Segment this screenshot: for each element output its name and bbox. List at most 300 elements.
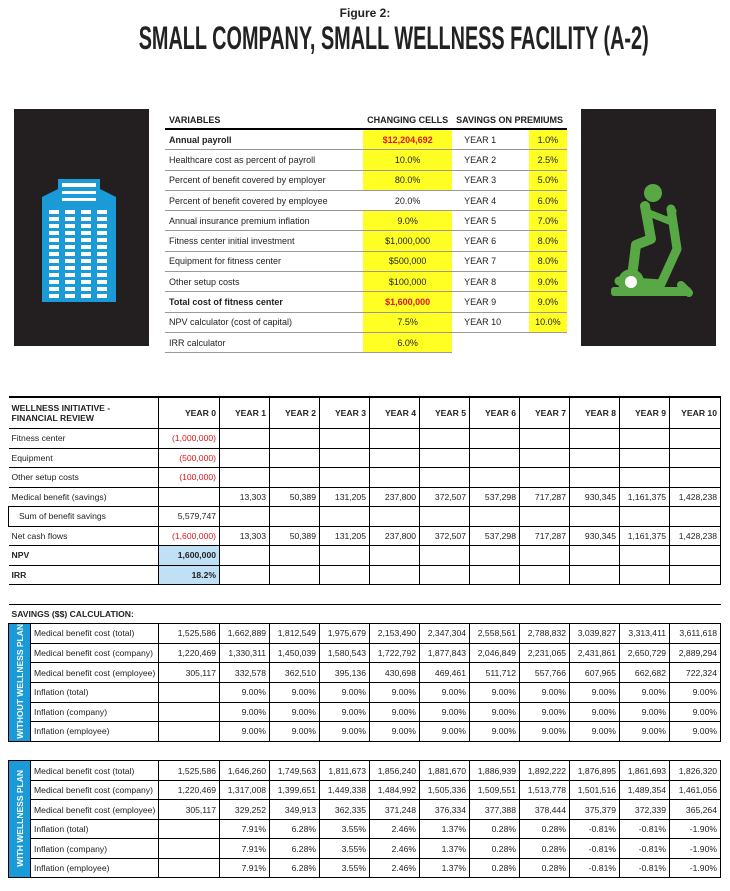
calc-cell: 2,046,849 bbox=[470, 643, 520, 663]
calc-cell bbox=[159, 839, 220, 859]
calc-cell bbox=[159, 722, 220, 742]
calc-cell: 9.00% bbox=[420, 702, 470, 722]
calc-cell: 372,339 bbox=[620, 800, 670, 820]
calc-cell: 1,892,222 bbox=[520, 761, 570, 781]
financial-cell bbox=[220, 468, 270, 488]
calc-cell: 607,965 bbox=[570, 663, 620, 683]
plan-side-text: WITHOUT WELLNESS PLAN bbox=[14, 624, 25, 739]
variable-row bbox=[165, 292, 567, 312]
financial-cell: 717,287 bbox=[520, 487, 570, 507]
calc-row bbox=[9, 761, 721, 781]
financial-cell bbox=[520, 429, 570, 449]
savings-rate: 1.0% bbox=[529, 129, 567, 150]
calc-cell: 1,489,354 bbox=[620, 780, 670, 800]
financial-cell: 131,205 bbox=[320, 487, 370, 507]
calc-cell: 511,712 bbox=[470, 663, 520, 683]
calc-cell: 1,449,338 bbox=[320, 780, 370, 800]
calc-row-label: Inflation (employee) bbox=[31, 858, 159, 878]
calc-cell: 9.00% bbox=[520, 682, 570, 702]
variable-label: Annual insurance premium inflation bbox=[165, 211, 363, 231]
financial-table-title: WELLNESS INITIATIVE - FINANCIAL REVIEW bbox=[9, 397, 159, 429]
calc-cell: -0.81% bbox=[620, 819, 670, 839]
calc-cell: 9.00% bbox=[270, 722, 320, 742]
savings-rate: 7.0% bbox=[529, 211, 567, 231]
calc-cell: 1,525,586 bbox=[159, 761, 220, 781]
financial-cell bbox=[220, 429, 270, 449]
calc-cell: 377,388 bbox=[470, 800, 520, 820]
calc-row bbox=[9, 839, 721, 859]
financial-cell: 50,389 bbox=[270, 487, 320, 507]
financial-cell: 1,428,238 bbox=[670, 526, 721, 546]
year-column-header: YEAR 10 bbox=[670, 397, 721, 429]
calc-cell: 3.55% bbox=[320, 858, 370, 878]
financial-cell bbox=[370, 507, 420, 527]
financial-cell bbox=[670, 507, 721, 527]
calc-cell: 2,347,304 bbox=[420, 624, 470, 644]
calc-cell: 3.55% bbox=[320, 819, 370, 839]
financial-cell bbox=[570, 507, 620, 527]
financial-cell: 18.2% bbox=[159, 565, 220, 585]
calc-cell: 9.00% bbox=[270, 682, 320, 702]
financial-cell bbox=[520, 507, 570, 527]
calc-cell: 9.00% bbox=[570, 702, 620, 722]
financial-cell bbox=[320, 429, 370, 449]
calc-cell: 1,749,563 bbox=[270, 761, 320, 781]
building-panel bbox=[14, 109, 149, 346]
calc-cell: 9.00% bbox=[370, 682, 420, 702]
financial-row-label: NPV bbox=[9, 546, 159, 566]
financial-cell bbox=[320, 468, 370, 488]
variable-label: NPV calculator (cost of capital) bbox=[165, 312, 363, 332]
financial-cell bbox=[370, 429, 420, 449]
variable-row bbox=[165, 129, 567, 150]
calc-cell: 9.00% bbox=[320, 682, 370, 702]
calc-cell: 0.28% bbox=[470, 819, 520, 839]
calc-cell: 662,682 bbox=[620, 663, 670, 683]
financial-cell: 372,507 bbox=[420, 526, 470, 546]
financial-cell bbox=[270, 429, 320, 449]
calc-cell: 9.00% bbox=[370, 722, 420, 742]
calc-cell: 9.00% bbox=[270, 702, 320, 722]
calc-cell: 305,117 bbox=[159, 663, 220, 683]
calc-cell: 2,889,294 bbox=[670, 643, 721, 663]
calc-cell: 6.28% bbox=[270, 839, 320, 859]
calc-cell: 1,811,673 bbox=[320, 761, 370, 781]
calc-cell: 1.37% bbox=[420, 819, 470, 839]
calc-cell: -0.81% bbox=[570, 819, 620, 839]
financial-cell bbox=[570, 429, 620, 449]
calc-cell: 1,886,939 bbox=[470, 761, 520, 781]
financial-cell: 1,600,000 bbox=[159, 546, 220, 566]
financial-cell: (100,000) bbox=[159, 468, 220, 488]
financial-cell bbox=[370, 468, 420, 488]
calc-cell: 9.00% bbox=[420, 682, 470, 702]
savings-header: SAVINGS ON PREMIUMS bbox=[452, 112, 567, 129]
financial-cell bbox=[420, 448, 470, 468]
financial-cell: (1,000,000) bbox=[159, 429, 220, 449]
savings-calc-header-row bbox=[9, 604, 721, 624]
calc-cell: 1,505,336 bbox=[420, 780, 470, 800]
variable-value: $12,204,692 bbox=[363, 129, 452, 150]
financial-cell bbox=[570, 468, 620, 488]
financial-cell bbox=[270, 468, 320, 488]
calc-row-label: Inflation (employee) bbox=[31, 722, 159, 742]
financial-cell: 1,161,375 bbox=[620, 526, 670, 546]
calc-cell: 1,399,651 bbox=[270, 780, 320, 800]
calc-cell: 1,876,895 bbox=[570, 761, 620, 781]
calc-row bbox=[9, 624, 721, 644]
variable-value: $100,000 bbox=[363, 272, 452, 292]
financial-row bbox=[9, 429, 721, 449]
financial-cell: 1,428,238 bbox=[670, 487, 721, 507]
financial-row-label: Medical benefit (savings) bbox=[9, 487, 159, 507]
financial-cell bbox=[520, 448, 570, 468]
calc-cell: 9.00% bbox=[670, 682, 721, 702]
financial-row-label: Sum of benefit savings bbox=[9, 507, 159, 527]
calc-cell: 7.91% bbox=[220, 858, 270, 878]
calc-cell: 329,252 bbox=[220, 800, 270, 820]
calc-cell bbox=[159, 858, 220, 878]
variable-row bbox=[165, 150, 567, 170]
financial-cell bbox=[570, 546, 620, 566]
savings-rate: 5.0% bbox=[529, 170, 567, 190]
plan-side-text: WITH WELLNESS PLAN bbox=[14, 769, 25, 867]
calc-row bbox=[9, 663, 721, 683]
financial-cell bbox=[520, 468, 570, 488]
variable-value: $1,000,000 bbox=[363, 231, 452, 251]
calc-row bbox=[9, 780, 721, 800]
year-column-header: YEAR 3 bbox=[320, 397, 370, 429]
financial-cell bbox=[370, 565, 420, 585]
variable-label: Total cost of fitness center bbox=[165, 292, 363, 312]
calc-row-label: Medical benefit cost (company) bbox=[31, 643, 159, 663]
calc-cell: 1.37% bbox=[420, 839, 470, 859]
blank-row bbox=[9, 585, 721, 605]
calc-cell: 9.00% bbox=[220, 702, 270, 722]
calc-cell: 1,220,469 bbox=[159, 643, 220, 663]
calc-row-label: Medical benefit cost (employee) bbox=[31, 663, 159, 683]
calc-cell: 2.46% bbox=[370, 839, 420, 859]
calc-cell: 9.00% bbox=[470, 702, 520, 722]
financial-cell: 13,303 bbox=[220, 487, 270, 507]
financial-cell: 930,345 bbox=[570, 487, 620, 507]
calc-cell: -1.90% bbox=[670, 858, 721, 878]
calc-cell bbox=[159, 682, 220, 702]
financial-cell bbox=[670, 448, 721, 468]
calc-cell: 376,334 bbox=[420, 800, 470, 820]
financial-cell bbox=[220, 448, 270, 468]
calc-cell: 365,264 bbox=[670, 800, 721, 820]
savings-year bbox=[452, 332, 529, 352]
calc-cell: 2.46% bbox=[370, 858, 420, 878]
calc-cell: 9.00% bbox=[520, 702, 570, 722]
financial-cell bbox=[520, 565, 570, 585]
savings-year: YEAR 9 bbox=[452, 292, 529, 312]
financial-cell bbox=[620, 546, 670, 566]
calc-cell bbox=[159, 819, 220, 839]
financial-cell bbox=[470, 468, 520, 488]
financial-cell bbox=[270, 546, 320, 566]
variables-header: VARIABLES bbox=[165, 112, 363, 129]
financial-cell bbox=[220, 546, 270, 566]
variable-row bbox=[165, 312, 567, 332]
calc-cell: 1,220,469 bbox=[159, 780, 220, 800]
calc-cell: 9.00% bbox=[670, 722, 721, 742]
calc-cell: 3.55% bbox=[320, 839, 370, 859]
financial-cell bbox=[670, 546, 721, 566]
calc-cell: 2,788,832 bbox=[520, 624, 570, 644]
savings-rate: 6.0% bbox=[529, 190, 567, 210]
financial-cell: 13,303 bbox=[220, 526, 270, 546]
blank-cell bbox=[9, 741, 721, 761]
variable-row bbox=[165, 272, 567, 292]
financial-row bbox=[9, 487, 721, 507]
calc-cell: 9.00% bbox=[320, 722, 370, 742]
calc-cell: 1,975,679 bbox=[320, 624, 370, 644]
financial-header-row bbox=[9, 397, 721, 429]
financial-cell bbox=[670, 565, 721, 585]
calc-cell: -0.81% bbox=[570, 858, 620, 878]
variable-label: Fitness center initial investment bbox=[165, 231, 363, 251]
savings-year: YEAR 5 bbox=[452, 211, 529, 231]
savings-year: YEAR 2 bbox=[452, 150, 529, 170]
financial-cell bbox=[470, 507, 520, 527]
calc-cell: 2,153,490 bbox=[370, 624, 420, 644]
calc-cell: 2,231,065 bbox=[520, 643, 570, 663]
financial-cell: 237,800 bbox=[370, 487, 420, 507]
calc-row bbox=[9, 643, 721, 663]
financial-cell bbox=[470, 565, 520, 585]
variable-label: Percent of benefit covered by employee bbox=[165, 190, 363, 210]
variable-row bbox=[165, 251, 567, 271]
financial-cell: 237,800 bbox=[370, 526, 420, 546]
financial-cell bbox=[159, 487, 220, 507]
calc-cell: 332,578 bbox=[220, 663, 270, 683]
page-title: SMALL COMPANY, SMALL WELLNESS FACILITY (A-2) bbox=[138, 20, 649, 56]
bike-panel bbox=[581, 109, 716, 346]
financial-cell bbox=[420, 507, 470, 527]
calc-cell: 1,826,320 bbox=[670, 761, 721, 781]
savings-calc-header: SAVINGS ($$) CALCULATION: bbox=[9, 604, 721, 624]
variable-value: 6.0% bbox=[363, 332, 452, 352]
year-column-header: YEAR 8 bbox=[570, 397, 620, 429]
calc-cell: 1,856,240 bbox=[370, 761, 420, 781]
financial-cell bbox=[270, 448, 320, 468]
calc-cell: 7.91% bbox=[220, 819, 270, 839]
calc-cell: -1.90% bbox=[670, 839, 721, 859]
calc-row-label: Inflation (company) bbox=[31, 839, 159, 859]
calc-cell: 1,509,551 bbox=[470, 780, 520, 800]
savings-year: YEAR 7 bbox=[452, 251, 529, 271]
variables-header-row bbox=[165, 112, 567, 129]
calc-row bbox=[9, 722, 721, 742]
calc-row bbox=[9, 682, 721, 702]
financial-cell bbox=[670, 429, 721, 449]
financial-cell bbox=[370, 546, 420, 566]
variable-value: 7.5% bbox=[363, 312, 452, 332]
financial-cell bbox=[620, 507, 670, 527]
financial-cell bbox=[370, 448, 420, 468]
calc-cell: 1.37% bbox=[420, 858, 470, 878]
financial-cell bbox=[420, 468, 470, 488]
financial-cell bbox=[620, 448, 670, 468]
plan-side-label bbox=[9, 624, 31, 742]
calc-cell: 1,861,693 bbox=[620, 761, 670, 781]
plan-side-label bbox=[9, 761, 31, 878]
variable-label: Annual payroll bbox=[165, 129, 363, 150]
savings-rate: 10.0% bbox=[529, 312, 567, 332]
financial-row bbox=[9, 448, 721, 468]
financial-cell bbox=[470, 429, 520, 449]
variable-row bbox=[165, 190, 567, 210]
changing-cells-header: CHANGING CELLS bbox=[363, 112, 452, 129]
calc-cell: 3,611,618 bbox=[670, 624, 721, 644]
savings-rate: 8.0% bbox=[529, 231, 567, 251]
calc-cell: 0.28% bbox=[520, 839, 570, 859]
calc-row bbox=[9, 819, 721, 839]
calc-cell: 1,722,792 bbox=[370, 643, 420, 663]
calc-row-label: Inflation (company) bbox=[31, 702, 159, 722]
financial-cell bbox=[570, 448, 620, 468]
calc-row-label: Medical benefit cost (total) bbox=[31, 624, 159, 644]
calc-cell: 0.28% bbox=[520, 858, 570, 878]
calc-cell: 9.00% bbox=[470, 722, 520, 742]
financial-cell bbox=[620, 565, 670, 585]
financial-cell bbox=[420, 546, 470, 566]
financial-row-label: IRR bbox=[9, 565, 159, 585]
calc-cell: 9.00% bbox=[470, 682, 520, 702]
calc-cell: 9.00% bbox=[220, 682, 270, 702]
calc-cell bbox=[159, 702, 220, 722]
calc-cell: 9.00% bbox=[370, 702, 420, 722]
calc-cell: 3,039,827 bbox=[570, 624, 620, 644]
financial-row bbox=[9, 526, 721, 546]
year-column-header: YEAR 0 bbox=[159, 397, 220, 429]
calc-cell: 349,913 bbox=[270, 800, 320, 820]
calc-cell: 1,513,778 bbox=[520, 780, 570, 800]
figure-label: Figure 2: bbox=[339, 6, 391, 20]
variable-value: 10.0% bbox=[363, 150, 452, 170]
variable-value: $500,000 bbox=[363, 251, 452, 271]
financial-cell bbox=[470, 448, 520, 468]
exercise-bike-icon bbox=[581, 109, 716, 346]
financial-cell: 1,161,375 bbox=[620, 487, 670, 507]
year-column-header: YEAR 1 bbox=[220, 397, 270, 429]
financial-row bbox=[9, 546, 721, 566]
calc-cell: 0.28% bbox=[470, 839, 520, 859]
calc-row-label: Medical benefit cost (total) bbox=[31, 761, 159, 781]
financial-cell: 5,579,747 bbox=[159, 507, 220, 527]
financial-cell bbox=[420, 429, 470, 449]
financial-cell bbox=[270, 507, 320, 527]
financial-row bbox=[9, 468, 721, 488]
calc-cell: 1,317,008 bbox=[220, 780, 270, 800]
year-column-header: YEAR 4 bbox=[370, 397, 420, 429]
financial-cell: (500,000) bbox=[159, 448, 220, 468]
variable-value: 9.0% bbox=[363, 211, 452, 231]
savings-rate: 8.0% bbox=[529, 251, 567, 271]
variable-label: IRR calculator bbox=[165, 332, 363, 352]
calc-cell: 378,444 bbox=[520, 800, 570, 820]
year-column-header: YEAR 2 bbox=[270, 397, 320, 429]
office-building-icon bbox=[14, 109, 149, 346]
financial-cell bbox=[320, 507, 370, 527]
financial-cell bbox=[320, 448, 370, 468]
financial-cell bbox=[670, 468, 721, 488]
calc-cell: 1,330,311 bbox=[220, 643, 270, 663]
financial-row-label: Equipment bbox=[9, 448, 159, 468]
calc-cell: 375,379 bbox=[570, 800, 620, 820]
savings-year: YEAR 3 bbox=[452, 170, 529, 190]
calc-cell: 2,431,861 bbox=[570, 643, 620, 663]
savings-year: YEAR 6 bbox=[452, 231, 529, 251]
variable-row bbox=[165, 170, 567, 190]
calc-row-label: Inflation (total) bbox=[31, 682, 159, 702]
calc-cell: 9.00% bbox=[620, 722, 670, 742]
financial-row bbox=[9, 507, 721, 527]
financial-cell bbox=[470, 546, 520, 566]
financial-cell: 131,205 bbox=[320, 526, 370, 546]
variable-value: 20.0% bbox=[363, 190, 452, 210]
calc-row-label: Medical benefit cost (company) bbox=[31, 780, 159, 800]
variable-label: Other setup costs bbox=[165, 272, 363, 292]
calc-cell: 1,461,056 bbox=[670, 780, 721, 800]
calc-cell: 0.28% bbox=[470, 858, 520, 878]
savings-rate: 2.5% bbox=[529, 150, 567, 170]
calc-cell: 1,450,039 bbox=[270, 643, 320, 663]
financial-row-label: Net cash flows bbox=[9, 526, 159, 546]
calc-row-label: Medical benefit cost (employee) bbox=[31, 800, 159, 820]
calc-cell: 1,646,260 bbox=[220, 761, 270, 781]
calc-cell: 2,558,561 bbox=[470, 624, 520, 644]
calc-cell: 2,650,729 bbox=[620, 643, 670, 663]
calc-cell: 469,461 bbox=[420, 663, 470, 683]
financial-cell bbox=[620, 429, 670, 449]
calc-cell: -0.81% bbox=[620, 839, 670, 859]
variable-row bbox=[165, 211, 567, 231]
calc-row-label: Inflation (total) bbox=[31, 819, 159, 839]
calc-cell: 1,484,992 bbox=[370, 780, 420, 800]
calc-cell: 3,313,411 bbox=[620, 624, 670, 644]
calc-cell: 362,335 bbox=[320, 800, 370, 820]
calc-cell: 9.00% bbox=[670, 702, 721, 722]
calc-cell: 1,525,586 bbox=[159, 624, 220, 644]
financial-cell bbox=[420, 565, 470, 585]
savings-year: YEAR 8 bbox=[452, 272, 529, 292]
year-column-header: YEAR 9 bbox=[620, 397, 670, 429]
financial-row-label: Fitness center bbox=[9, 429, 159, 449]
year-column-header: YEAR 7 bbox=[520, 397, 570, 429]
calc-cell: 2.46% bbox=[370, 819, 420, 839]
savings-rate: 9.0% bbox=[529, 292, 567, 312]
calc-cell: -0.81% bbox=[570, 839, 620, 859]
variable-value: $1,600,000 bbox=[363, 292, 452, 312]
financial-cell: 717,287 bbox=[520, 526, 570, 546]
savings-rate: 9.0% bbox=[529, 272, 567, 292]
calc-cell: 371,248 bbox=[370, 800, 420, 820]
calc-cell: -0.81% bbox=[620, 858, 670, 878]
calc-cell: 6.28% bbox=[270, 858, 320, 878]
financial-table bbox=[8, 396, 721, 878]
calc-cell: 1,881,670 bbox=[420, 761, 470, 781]
financial-cell bbox=[320, 565, 370, 585]
financial-cell bbox=[270, 565, 320, 585]
calc-cell: 9.00% bbox=[420, 722, 470, 742]
calc-cell: 1,501,516 bbox=[570, 780, 620, 800]
financial-cell: (1,600,000) bbox=[159, 526, 220, 546]
financial-row-label: Other setup costs bbox=[9, 468, 159, 488]
financial-cell bbox=[220, 507, 270, 527]
